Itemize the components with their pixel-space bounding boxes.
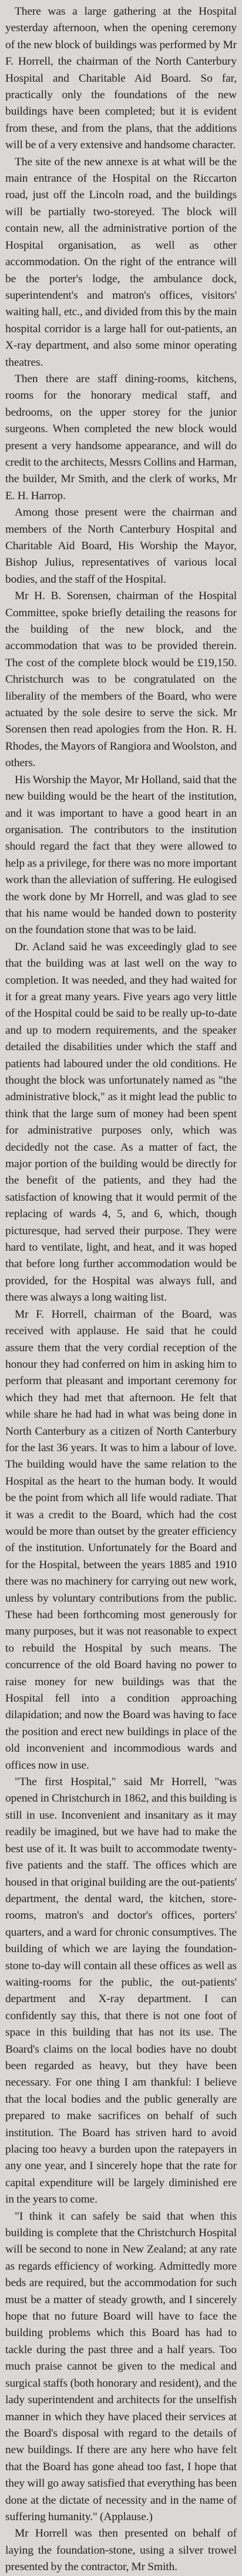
article-paragraph: His Worship the Mayor, Mr Holland, said that the new building would be the heart of the institution, and it was important to have a good heart in an organisation. The contributors to the institution should regard the fact that they were allowed to help as a privilege, for there was no more important work than the alleviation of suffering. He eulogised the work done by Mr Horrell, and was glad to see that his name would be handed down to posterity on the foundation stone that was to be laid. [5, 773, 237, 937]
article-paragraph: Mr H. B. Sorensen, chairman of the Hospital Committee, spoke briefly detailing the reasons for the building of the new block, and the accommodation that was to be provided therein. The cost of the complete block would be £19,150. Christchurch was to be congratulated on the liberality of the members of the Board, who were actuated by the sole desire to serve the sick. Mr Sorensen then read apologies from the Hon. R. H. Rhodes, the Mayors of Rangiora and Woolston, and others. [5, 590, 237, 770]
article-paragraph: Then there are staff dining-rooms, kitchens, rooms for the honorary medical staff, and bedrooms, on the upper storey for the junior surgeons. When completed the new block would present a very handsome appearance, and will do credit to the architects, Messrs Collins and Harman, the builder, Mr Smith, and the clerk of works, Mr E. H. Harrop. [5, 372, 237, 502]
article-paragraph: Mr F. Horrell, chairman of the Board, was received with applause. He said that he could assure them that the very cordial reception of the honour they had conferred on him in asking him to perform that pleasant and important ceremony for which they had met that afternoon. He felt that while share he had had in what was being done in North Canterbury as a citizen of North Canterbury for the last 36 years. It was to him a labour of love. The building would have the same relation to the Hospital as the heart to the human body. It would be the point from which all life would radiate. That it was a credit to the Board, which had the cost would be more than outset by the greater efficiency of the institution. Unfortunately for the Board and for the Hospital, between the years 1885 and 1910 there was no machinery for carrying out new work, unless by voluntary contributions from the public. These had been forthcoming most generously for many purposes, but it was not reasonable to expect to rebuild the Hospital by such means. The concurrence of the old Board having no power to raise money for new buildings was that the Hospital fell into a condition approaching dilapidation; and now the Board was having to face the position and erect new buildings in place of the old inconvenient and incommodious wards and offices now in use. [5, 1308, 237, 1772]
article-paragraph: There was a large gathering at the Hospital yesterday afternoon, when the opening ceremony of the new block of buildings was performed by Mr F. Horrell, the chairman of the North Canterbury Hospital and Charitable Aid Board. So far, practically only the foundations of the new buildings have been completed; but it is evident from these, and from the plans, that the additions will be of a very extensive and handsome character. [5, 5, 237, 152]
article-paragraph: Among those present were the chairman and members of the North Canterbury Hospital and Charitable Aid Board, His Worship the Mayor, Bishop Julius, representatives of various local bodies, and the staff of the Hospital. [5, 506, 237, 586]
article-paragraph: The site of the new annexe is at what will be the main entrance of the Hospital on the Riccarton road, just off the Lincoln road, and the buildings will be partially two-storeyed. The block will contain new, all the administrative portion of the Hospital organisation, as well as other accommodation. On the right of the entrance will be the porter's lodge, the ambulance dock, superintendent's and matron's offices, visitors' waiting hall, etc., and divided from this by the main hospital corridor is a large hall for out-patients, an X-ray department, and also some minor operating theatres. [5, 155, 237, 369]
article-paragraph: Mr Horrell was then presented on behalf of laying the foundation-stone, using a silver trowel presented by the contractor, Mr Smith. [5, 2527, 237, 2574]
article-paragraph: Dr. Acland said he was exceedingly glad to see that the building was at last well on the way to completion. It was needed, and they had waited for it for a great many years. Five years ago very little of the Hospital could be said to be really up-to-date and up to modern requirements, and the speaker detailed the disabilities under which the staff and patients had laboured under the old conditions. He thought the block was unfortunately named as "the administrative block," as it might lead the public to think that the large sum of money had been spent for administrative purposes only, which was decidedly not the case. As a matter of fact, the major portion of the building would be directly for the benefit of the patients, and they had the satisfaction of knowing that it would permit of the replacing of wards 4, 5, and 6, which, though picturesque, had served their purpose. They were hard to ventilate, light, and heat, and it was hoped that before long further accommodation would be provided, for the Hospital was always full, and there was always a long waiting list. [5, 940, 237, 1304]
article-paragraph: "I think it can safely be said that when this building is complete that the Christchurch Hospital will be second to none in New Zealand; at any rate as regards efficiency of working. Admittedly more beds are required, but the accommodation for such must be a matter of steady growth, and I sincerely hope that no future Board will have to face the building problems which this Board has had to tackle during the past three and a half years. Too much praise cannot be given to the medical and surgical staffs (both honorary and resident), and the lady superintendent and architects for the unselfish manner in which they have placed their services at the Board's disposal with regard to the details of new buildings. If there are any here who have felt that the Board has gone ahead too fast, I hope that they will go away satisfied that everything has been done at the dictate of necessity and in the name of suffering humanity." (Applause.) [5, 2210, 237, 2523]
article-paragraph: "The first Hospital," said Mr Horrell, "was opened in Christchurch in 1862, and this building is still in use. Inconvenient and insanitary as it may readily be imagined, but we have had to make the best use of it. It was built to accommodate twenty-five patients and the staff. The offices which are housed in that original building are the out-patients' department, the dental ward, the kitchen, store-rooms, matron's and doctor's offices, porters' quarters, and a ward for chronic consumptives. The building of which we are laying the foundation-stone to-day will contain all these offices as well as waiting-rooms for the public, the out-patients' department and X-ray department. I can confidently say this, that there is not one foot of space in this building that has not its use. The Board's claims on the local bodies have no doubt been regarded as heavy, but they have been necessary. For one thing I am thankful: I believe that the local bodies and the public generally are prepared to make sacrifices on behalf of such institution. The Board has striven hard to avoid placing too heavy a burden upon the ratepayers in any one year, and I sincerely hope that the rate for capital expenditure will be largely diminished ere in the years to come. [5, 1776, 237, 2206]
